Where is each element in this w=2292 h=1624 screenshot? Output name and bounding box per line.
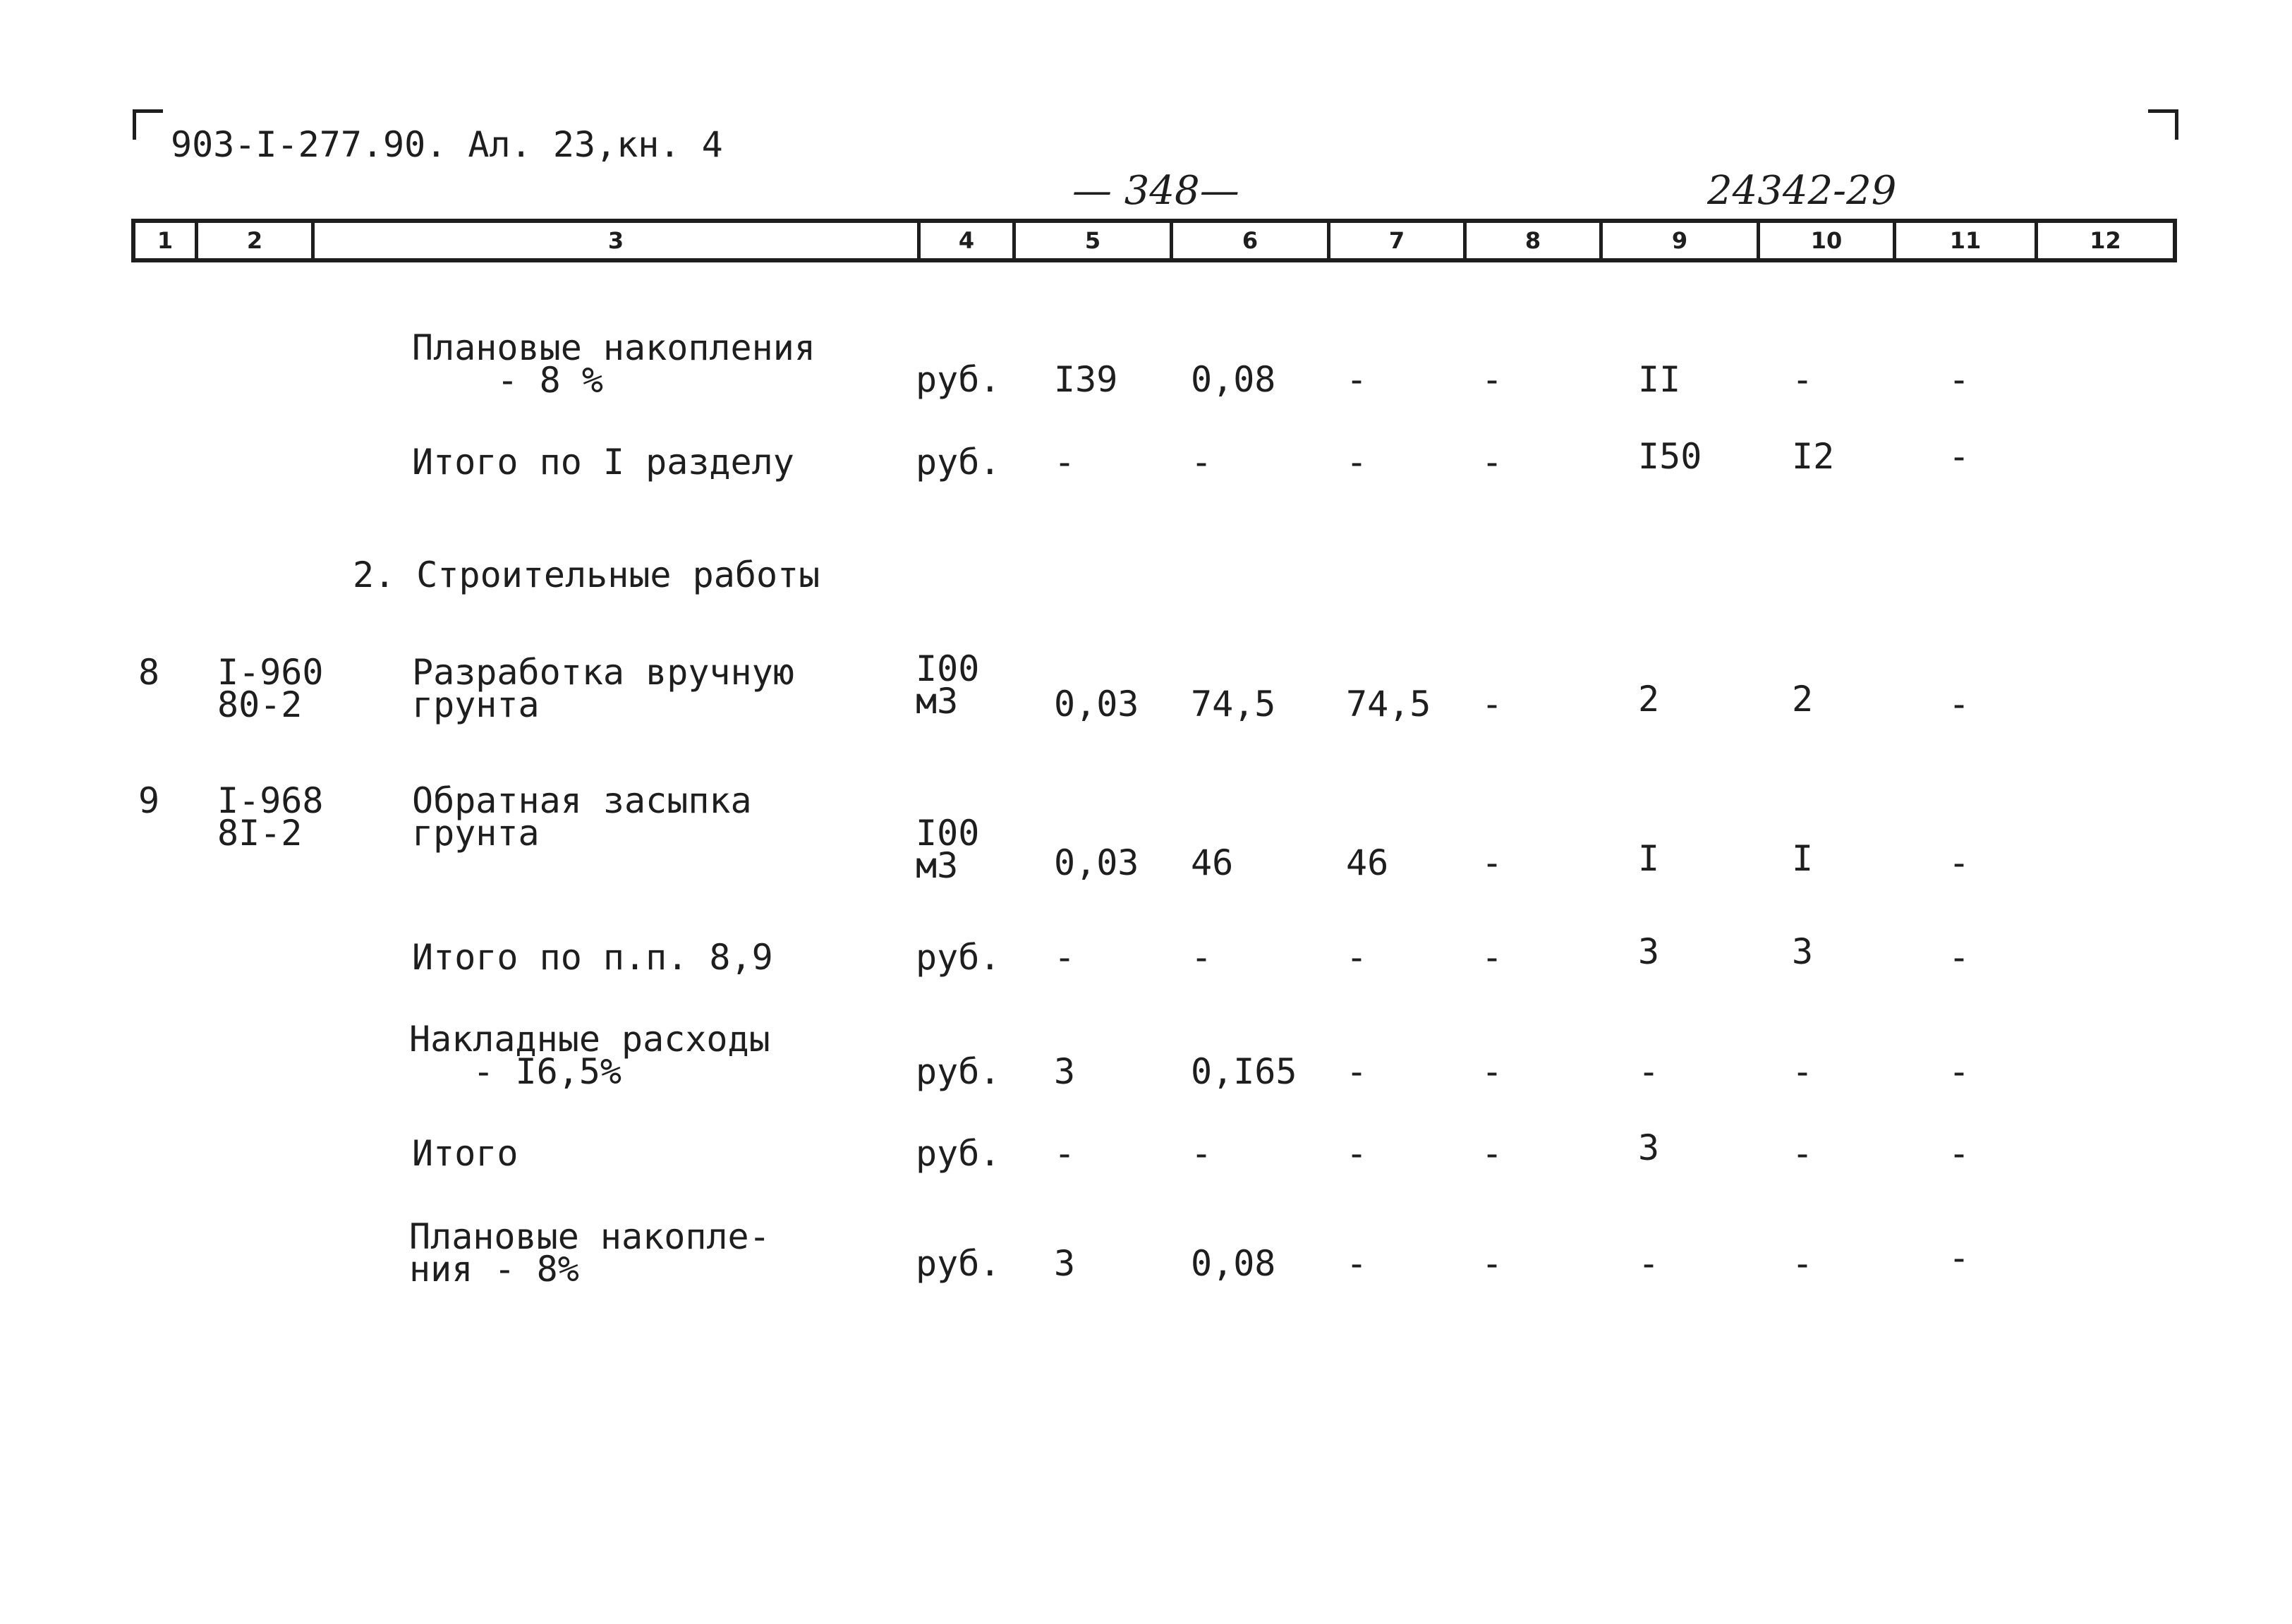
row-1-unit: руб. bbox=[916, 442, 1001, 483]
row-6-col10: - bbox=[1792, 1051, 1814, 1092]
column-header-3: 3 bbox=[607, 227, 624, 254]
row-7-name: Итого bbox=[412, 1133, 519, 1174]
row-4-unit: I00 м3 bbox=[916, 813, 980, 886]
column-header-2: 2 bbox=[246, 227, 263, 254]
column-header-1: 1 bbox=[157, 227, 174, 254]
column-header-11: 11 bbox=[1949, 227, 1982, 254]
column-header-6: 6 bbox=[1242, 227, 1259, 254]
column-header-5: 5 bbox=[1084, 227, 1101, 254]
row-1-col6: - bbox=[1191, 442, 1213, 483]
row-8-col9: - bbox=[1638, 1243, 1660, 1284]
row-6-col7: - bbox=[1346, 1051, 1368, 1092]
row-5-name: Итого по п.п. 8,9 bbox=[412, 937, 773, 978]
row-8-col11: - bbox=[1948, 1237, 1970, 1278]
row-7-col5: - bbox=[1054, 1133, 1076, 1174]
row-3-col7: 74,5 bbox=[1346, 684, 1431, 725]
column-header-12: 12 bbox=[2090, 227, 2121, 254]
row-0-col6: 0,08 bbox=[1191, 359, 1276, 400]
row-6-col9: - bbox=[1638, 1051, 1660, 1092]
row-5-col9: 3 bbox=[1638, 931, 1660, 972]
row-6-col11: - bbox=[1948, 1051, 1970, 1092]
row-0-col5: I39 bbox=[1054, 359, 1118, 400]
row-4-col10: I bbox=[1792, 838, 1814, 879]
row-8-name: Плановые накопле- ния - 8% bbox=[409, 1216, 770, 1290]
row-8-col5: 3 bbox=[1054, 1243, 1076, 1284]
row-1-col11: - bbox=[1948, 436, 1970, 477]
column-header-9: 9 bbox=[1671, 227, 1688, 254]
column-header-10: 10 bbox=[1810, 227, 1843, 254]
column-header-table bbox=[131, 219, 2177, 262]
row-3-number: 8 bbox=[138, 652, 160, 693]
row-5-col11: - bbox=[1948, 937, 1970, 978]
row-5-unit: руб. bbox=[916, 937, 1001, 978]
row-6-col6: 0,I65 bbox=[1191, 1051, 1297, 1092]
row-4-col6: 46 bbox=[1191, 842, 1234, 883]
row-3-col10: 2 bbox=[1792, 679, 1814, 720]
row-0-col9: II bbox=[1638, 359, 1681, 400]
row-1-col10: I2 bbox=[1792, 436, 1835, 477]
row-8-col8: - bbox=[1481, 1243, 1503, 1284]
row-4-col7: 46 bbox=[1346, 842, 1389, 883]
row-0-name: Плановые накопления - 8 % bbox=[412, 327, 815, 401]
page-number: — 348— bbox=[1072, 168, 1239, 214]
row-1-col9: I50 bbox=[1638, 436, 1702, 477]
row-1-col7: - bbox=[1346, 442, 1368, 483]
row-4-code: I-968 8I-2 bbox=[217, 780, 324, 854]
row-3-col9: 2 bbox=[1638, 679, 1660, 720]
row-1-col5: - bbox=[1054, 442, 1076, 483]
row-3-code: I-960 80-2 bbox=[217, 652, 324, 725]
row-5-col10: 3 bbox=[1792, 931, 1814, 972]
section-heading: 2. Строительные работы bbox=[353, 555, 820, 595]
row-5-col6: - bbox=[1191, 937, 1213, 978]
row-4-col5: 0,03 bbox=[1054, 842, 1139, 883]
row-7-unit: руб. bbox=[916, 1133, 1001, 1174]
row-7-col8: - bbox=[1481, 1133, 1503, 1174]
row-7-col11: - bbox=[1948, 1133, 1970, 1174]
row-6-unit: руб. bbox=[916, 1051, 1001, 1092]
column-header-8: 8 bbox=[1524, 227, 1541, 254]
row-8-unit: руб. bbox=[916, 1243, 1001, 1284]
document-code: 903-I-277.90. Ал. 23,кн. 4 bbox=[171, 124, 723, 165]
row-7-col10: - bbox=[1792, 1133, 1814, 1174]
row-7-col6: - bbox=[1191, 1133, 1213, 1174]
row-5-col7: - bbox=[1346, 937, 1368, 978]
row-4-col9: I bbox=[1638, 838, 1660, 879]
row-8-col10: - bbox=[1792, 1243, 1814, 1284]
row-7-col7: - bbox=[1346, 1133, 1368, 1174]
top-left-corner-mark bbox=[133, 109, 163, 140]
row-4-col11: - bbox=[1948, 842, 1970, 883]
row-1-name: Итого по I разделу bbox=[412, 442, 794, 483]
row-4-col8: - bbox=[1481, 842, 1503, 883]
row-1-col8: - bbox=[1481, 442, 1503, 483]
row-0-col10: - bbox=[1792, 359, 1814, 400]
row-3-col6: 74,5 bbox=[1191, 684, 1276, 725]
row-0-col7: - bbox=[1346, 359, 1368, 400]
row-3-name: Разработка вручную грунта bbox=[412, 652, 794, 725]
row-7-col9: 3 bbox=[1638, 1127, 1660, 1168]
row-6-name: Накладные расходы - I6,5% bbox=[409, 1019, 770, 1092]
top-right-corner-mark bbox=[2148, 109, 2178, 140]
row-4-name: Обратная засыпка грунта bbox=[412, 780, 752, 854]
row-4-number: 9 bbox=[138, 780, 160, 821]
column-header-4: 4 bbox=[958, 227, 975, 254]
sheet-code: 24342-29 bbox=[1707, 168, 1897, 214]
row-0-unit: руб. bbox=[916, 359, 1001, 400]
row-3-unit: I00 м3 bbox=[916, 648, 980, 722]
row-5-col5: - bbox=[1054, 937, 1076, 978]
row-3-col11: - bbox=[1948, 684, 1970, 725]
row-0-col8: - bbox=[1481, 359, 1503, 400]
row-8-col7: - bbox=[1346, 1243, 1368, 1284]
row-3-col5: 0,03 bbox=[1054, 684, 1139, 725]
row-8-col6: 0,08 bbox=[1191, 1243, 1276, 1284]
row-6-col5: 3 bbox=[1054, 1051, 1076, 1092]
row-0-col11: - bbox=[1948, 359, 1970, 400]
row-6-col8: - bbox=[1481, 1051, 1503, 1092]
row-5-col8: - bbox=[1481, 937, 1503, 978]
row-3-col8: - bbox=[1481, 684, 1503, 725]
column-header-7: 7 bbox=[1388, 227, 1405, 254]
